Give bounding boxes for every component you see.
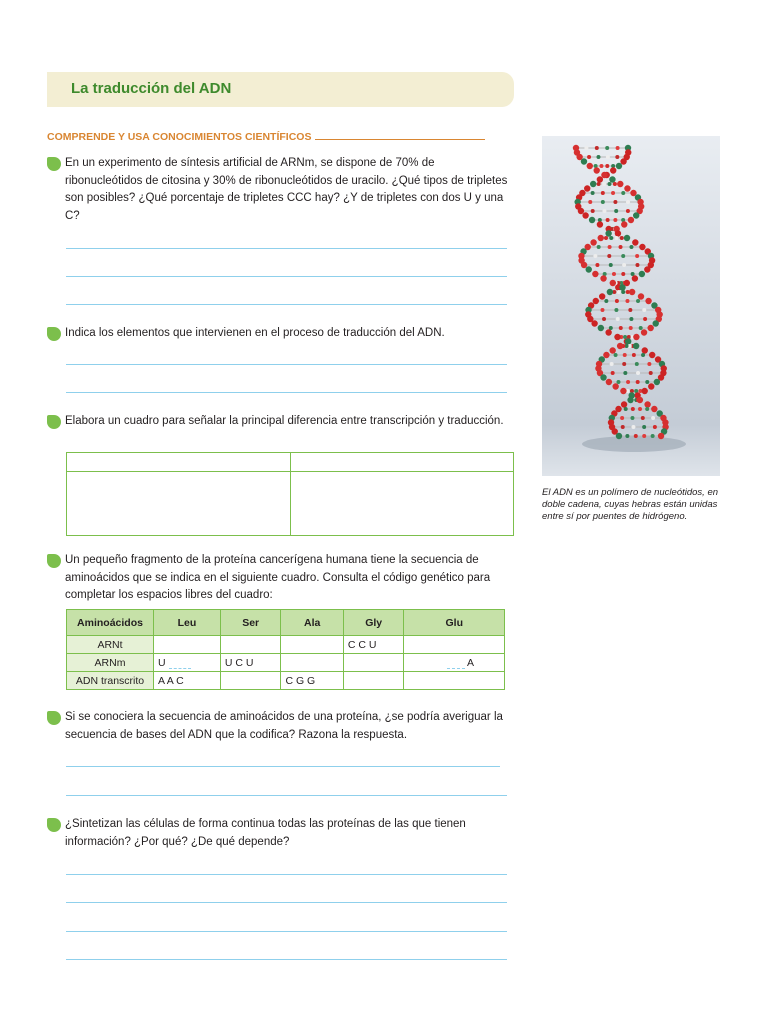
question-4 [47, 552, 509, 605]
table-row [67, 654, 505, 672]
table-cell: C C U [343, 636, 404, 654]
table-cell: U C U [220, 654, 281, 672]
answer-line[interactable] [66, 392, 507, 393]
grid-cell[interactable] [290, 453, 514, 472]
codon-table-header: Leu [154, 610, 221, 636]
answer-line[interactable] [66, 364, 507, 365]
answer-line[interactable] [66, 248, 507, 249]
bullet-icon [47, 818, 61, 832]
comparison-grid [66, 452, 514, 536]
answer-line[interactable] [66, 874, 507, 875]
answer-line[interactable] [66, 931, 507, 932]
table-cell[interactable] [404, 654, 505, 672]
answer-line[interactable] [66, 902, 507, 903]
table-cell[interactable] [281, 654, 343, 672]
answer-line[interactable] [66, 276, 507, 277]
bullet-icon [47, 554, 61, 568]
codon-table-header: Ser [220, 610, 281, 636]
bullet-icon [47, 415, 61, 429]
codon-table-header: Gly [343, 610, 404, 636]
table-cell[interactable] [220, 636, 281, 654]
question-6 [47, 816, 509, 851]
header-bar [47, 72, 514, 107]
row-label: ARNm [67, 654, 154, 672]
grid-cell[interactable] [67, 472, 291, 536]
question-2-text: Indica los elementos que intervienen en el proceso de traducción del ADN. [65, 327, 445, 339]
answer-line[interactable] [66, 795, 507, 796]
answer-line[interactable] [66, 304, 507, 305]
fill-blank[interactable] [447, 659, 465, 669]
question-1 [47, 155, 509, 225]
question-5 [47, 709, 509, 744]
bullet-icon [47, 157, 61, 171]
section-heading-text: COMPRENDE Y USA CONOCIMIENTOS CIENTÍFICOS [47, 131, 312, 143]
codon-table [66, 609, 505, 690]
grid-cell[interactable] [290, 472, 514, 536]
cell-value: U [158, 656, 166, 669]
answer-line[interactable] [66, 959, 507, 960]
table-cell[interactable] [281, 636, 343, 654]
section-heading-rule [315, 139, 485, 140]
row-label: ARNt [67, 636, 154, 654]
question-1-text: En un experimento de síntesis artificial de ARNm, se dispone de 70% de ribonucleótidos de citosina y 30% de ribonucleótidos de uracilo. ¿Qué tipos de tripletes son posibles? ¿Qué porcentaje de tripletes CCC hay? ¿Y de tripletes con dos U y una C? [65, 157, 508, 222]
answer-line[interactable] [66, 766, 500, 767]
table-cell[interactable] [154, 654, 221, 672]
photo-caption: El ADN es un polímero de nucleótidos, en doble cadena, cuyas hebras están unidas entre sí por puentes de hidrógeno. [542, 487, 719, 522]
question-2 [47, 325, 509, 343]
codon-table-header: Glu [404, 610, 505, 636]
bullet-icon [47, 711, 61, 725]
codon-table-header: Ala [281, 610, 343, 636]
table-cell[interactable] [220, 672, 281, 690]
table-cell[interactable] [154, 636, 221, 654]
table-row [67, 672, 505, 690]
question-6-text: ¿Sintetizan las células de forma continua todas las proteínas de las que tienen información? ¿Por qué? ¿De qué depende? [65, 818, 466, 848]
page-title: La traducción del ADN [71, 80, 232, 97]
fill-blank[interactable] [169, 659, 191, 669]
section-heading [47, 131, 509, 143]
table-row [67, 636, 505, 654]
question-3 [47, 413, 509, 431]
table-cell[interactable] [343, 672, 404, 690]
cell-value: A [466, 656, 474, 669]
table-cell[interactable] [343, 654, 404, 672]
table-cell[interactable] [404, 636, 505, 654]
question-5-text: Si se conociera la secuencia de aminoácidos de una proteína, ¿se podría averiguar la secuencia de bases del ADN que la codifica? Razona la respuesta. [65, 711, 503, 741]
grid-cell[interactable] [67, 453, 291, 472]
bullet-icon [47, 327, 61, 341]
question-4-text: Un pequeño fragmento de la proteína cancerígena humana tiene la secuencia de aminoácidos que se indica en el siguiente cuadro. Consulta el código genético para completar los espacios libres del cuadro: [65, 554, 491, 602]
codon-table-header: Aminoácidos [67, 610, 154, 636]
question-3-text: Elabora un cuadro para señalar la principal diferencia entre transcripción y traducción. [65, 415, 504, 427]
dna-model-photo [542, 136, 720, 476]
table-cell: A A C [154, 672, 221, 690]
row-label: ADN transcrito [67, 672, 154, 690]
table-cell: C G G [281, 672, 343, 690]
table-cell[interactable] [404, 672, 505, 690]
